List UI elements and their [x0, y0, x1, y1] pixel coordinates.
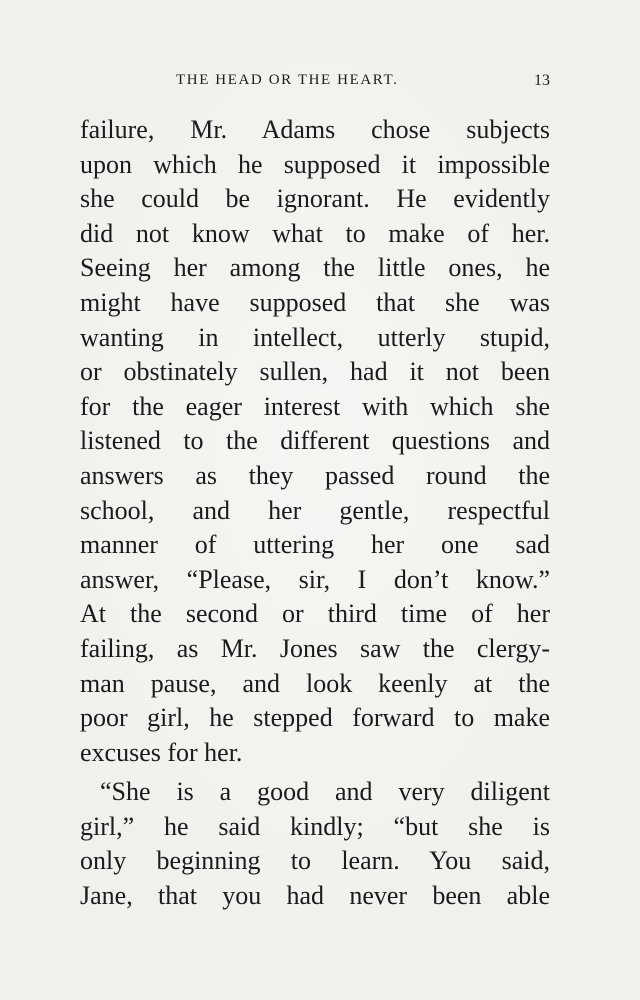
text-line: failing, as Mr. Jones saw the clergy-	[80, 633, 550, 663]
text-line: upon which he supposed it impossible	[80, 149, 550, 179]
running-head	[80, 72, 550, 96]
text-line: girl,” he said kindly; “but she is	[80, 811, 550, 841]
text-line: only beginning to learn. You said,	[80, 846, 550, 876]
text-line: for the eager interest with which she	[80, 391, 550, 421]
text-line: school, and her gentle, respectful	[80, 495, 550, 525]
text-line: failure, Mr. Adams chose subjects	[80, 115, 550, 144]
text-line: might have supposed that she was	[80, 287, 550, 317]
text-line: she could be ignorant. He evidently	[80, 184, 550, 214]
paragraph-2	[80, 775, 550, 913]
text-line: manner of uttering her one sad	[80, 530, 550, 560]
text-line: listened to the different questions and	[80, 426, 550, 456]
text-line: excuses for her.	[80, 737, 243, 767]
body-text	[80, 113, 550, 914]
text-line: At the second or third time of her	[80, 599, 550, 629]
text-line: answers as they passed round the	[80, 460, 550, 490]
text-line: “She is a good and very diligent	[100, 777, 550, 807]
text-line: answer, “Please, sir, I don’t know.”	[80, 564, 550, 594]
text-line: Jane, that you had never been able	[80, 881, 550, 911]
text-line: man pause, and look keenly at the	[80, 668, 550, 698]
running-title: THE HEAD OR THE HEART.	[176, 72, 399, 88]
text-line: did not know what to make of her.	[80, 218, 550, 248]
paragraph-1	[80, 113, 550, 770]
text-line: poor girl, he stepped forward to make	[80, 703, 550, 733]
page-number: 13	[534, 72, 550, 89]
text-line: wanting in intellect, utterly stupid,	[80, 322, 550, 352]
text-line: or obstinately sullen, had it not been	[80, 357, 550, 387]
text-line: Seeing her among the little ones, he	[80, 253, 550, 283]
